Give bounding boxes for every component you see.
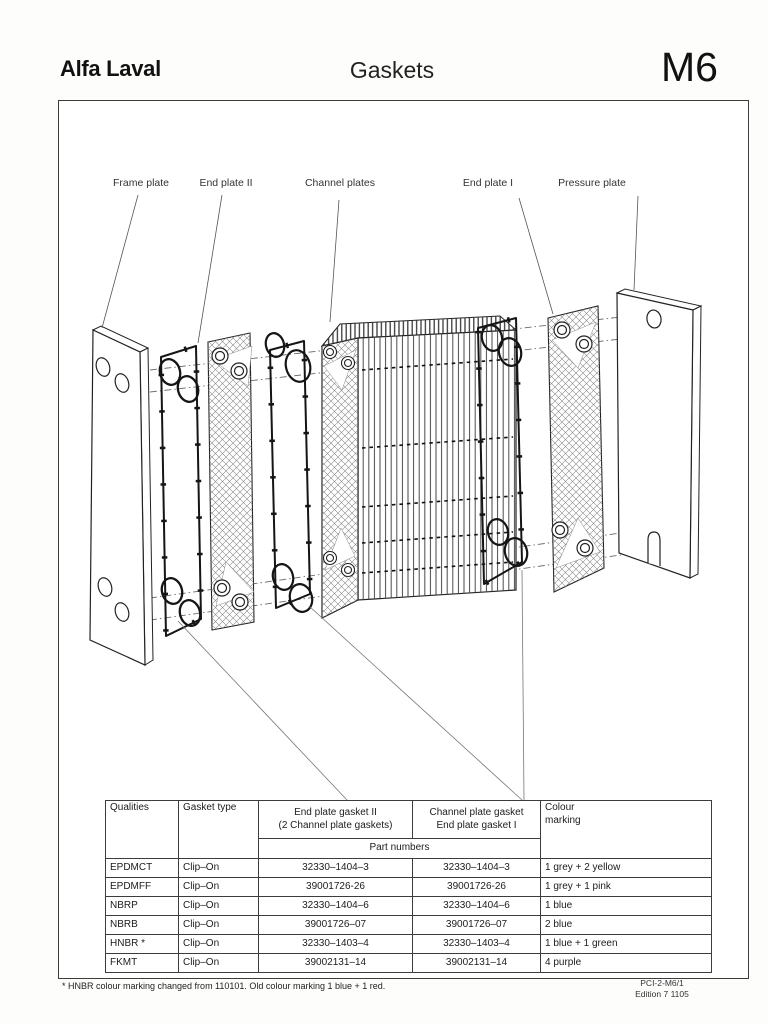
colour-marking-cell: 2 blue	[541, 916, 712, 935]
part-number-end-plate-cell: 32330–1404–6	[259, 897, 413, 916]
table-row	[106, 897, 712, 916]
part-number-channel-cell: 32330–1403–4	[413, 935, 541, 954]
part-number-channel-cell: 32330–1404–3	[413, 859, 541, 878]
end-plate-1-drawing	[548, 306, 604, 592]
quality-cell: EPDMFF	[106, 878, 179, 897]
part-number-end-plate-cell: 32330–1404–3	[259, 859, 413, 878]
end-plate-gasket-2-drawing	[157, 346, 203, 636]
label-channel-plates: Channel plates	[304, 177, 376, 189]
col-header-channel-plate-gasket-line1: Channel plate gasket	[429, 807, 524, 818]
exploded-view-diagram	[58, 100, 748, 804]
label-frame-plate: Frame plate	[112, 177, 170, 189]
gasket-type-cell: Clip–On	[179, 859, 259, 878]
part-numbers-subheader: Part numbers	[259, 839, 541, 859]
document-reference	[602, 978, 722, 1000]
hnbr-footnote: * HNBR colour marking changed from 110101. Old colour marking 1 blue + 1 red.	[62, 981, 386, 991]
quality-cell: NBRB	[106, 916, 179, 935]
part-number-end-plate-cell: 39002131–14	[259, 954, 413, 973]
table-row	[106, 935, 712, 954]
colour-marking-cell: 1 blue	[541, 897, 712, 916]
colour-marking-cell: 1 grey + 1 pink	[541, 878, 712, 897]
col-header-colour-line2: marking	[545, 814, 581, 826]
col-header-channel-plate-gasket-line2: End plate gasket I	[436, 819, 517, 831]
colour-marking-cell: 4 purple	[541, 954, 712, 973]
col-header-end-plate-gasket	[259, 801, 413, 839]
table-row	[106, 916, 712, 935]
label-end-plate-2: End plate II	[199, 177, 253, 189]
part-number-end-plate-cell: 39001726-26	[259, 878, 413, 897]
gasket-type-cell: Clip–On	[179, 935, 259, 954]
part-number-end-plate-cell: 32330–1403–4	[259, 935, 413, 954]
quality-cell: EPDMCT	[106, 859, 179, 878]
gasket-type-cell: Clip–On	[179, 916, 259, 935]
col-header-colour-marking	[541, 801, 712, 859]
quality-cell: NBRP	[106, 897, 179, 916]
colour-marking-cell: 1 blue + 1 green	[541, 935, 712, 954]
page-title: Gaskets	[349, 57, 435, 83]
col-header-channel-plate-gasket	[413, 801, 541, 839]
channel-plates-drawing	[322, 316, 516, 618]
gasket-type-cell: Clip–On	[179, 954, 259, 973]
model-number: M6	[661, 44, 718, 90]
gasket-parts-table	[105, 800, 712, 973]
part-number-channel-cell: 39001726-26	[413, 878, 541, 897]
quality-cell: FKMT	[106, 954, 179, 973]
table-row	[106, 954, 712, 973]
end-plate-2-drawing	[208, 333, 254, 630]
label-end-plate-1: End plate I	[462, 177, 514, 189]
doc-edition: Edition 7 1105	[635, 989, 689, 1000]
part-number-channel-cell: 32330–1404–6	[413, 897, 541, 916]
colour-marking-cell: 1 grey + 2 yellow	[541, 859, 712, 878]
part-number-channel-cell: 39002131–14	[413, 954, 541, 973]
doc-ref-number: PCI-2-M6/1	[640, 978, 684, 988]
col-header-end-plate-gasket-line2: (2 Channel plate gaskets)	[278, 819, 393, 831]
gasket-type-cell: Clip–On	[179, 897, 259, 916]
label-pressure-plate: Pressure plate	[558, 177, 626, 189]
col-header-qualities: Qualities	[106, 801, 179, 859]
pressure-plate-drawing	[617, 289, 701, 578]
part-number-channel-cell: 39001726–07	[413, 916, 541, 935]
channel-plate-gasket-drawing	[263, 331, 315, 614]
frame-plate-drawing	[90, 326, 153, 665]
gasket-type-cell: Clip–On	[179, 878, 259, 897]
table-row	[106, 878, 712, 897]
quality-cell: HNBR *	[106, 935, 179, 954]
alfa-laval-logo: Alfa Laval	[60, 56, 161, 81]
table-row	[106, 859, 712, 878]
col-header-colour-line1: Colour	[545, 802, 575, 813]
col-header-end-plate-gasket-line1: End plate gasket II	[294, 807, 377, 818]
part-number-end-plate-cell: 39001726–07	[259, 916, 413, 935]
col-header-gasket-type: Gasket type	[179, 801, 259, 859]
